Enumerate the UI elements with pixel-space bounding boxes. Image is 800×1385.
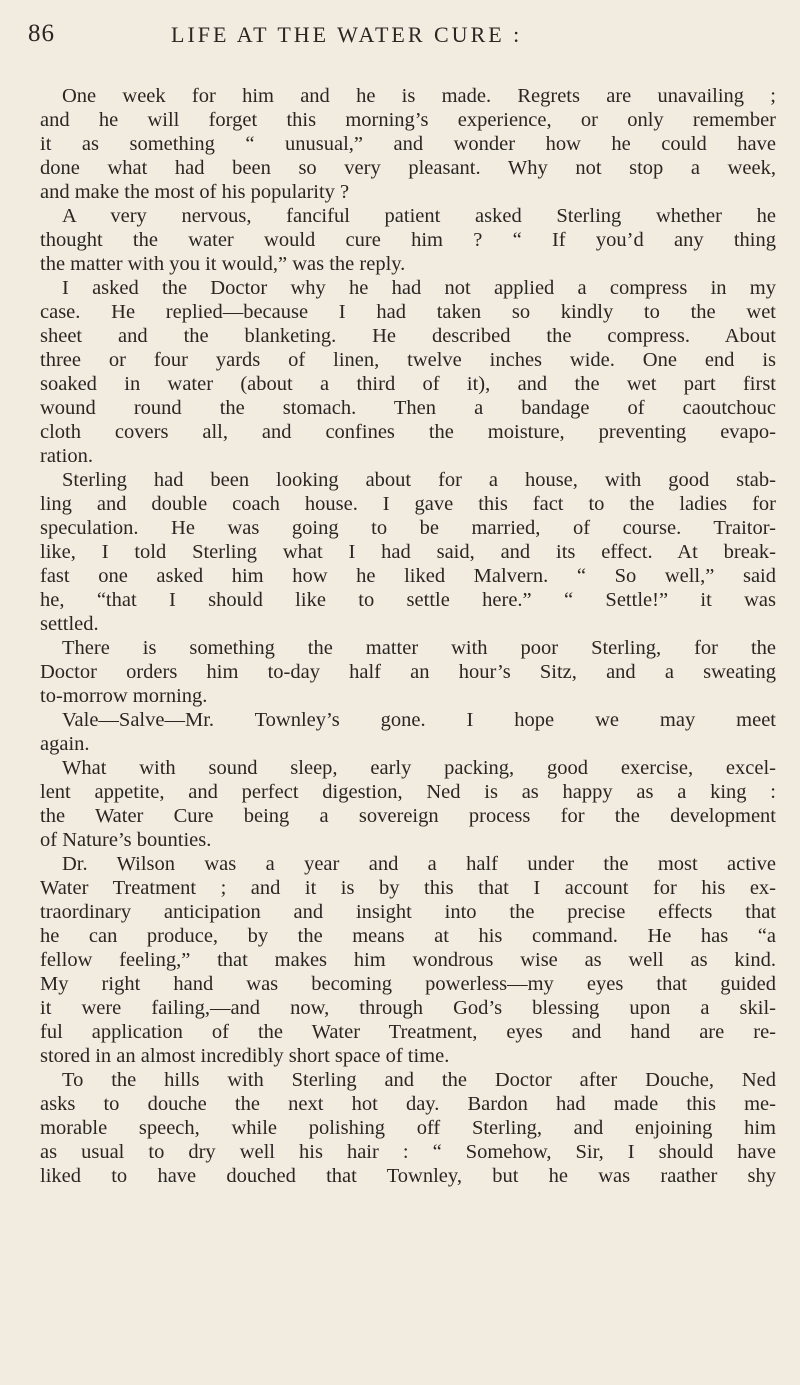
- text-line: Vale—Salve—Mr. Townley’s gone. I hope we may meet: [62, 709, 776, 731]
- text-line: fellow feeling,” that makes him wondrous wise as well as kind.: [40, 949, 776, 971]
- text-line: My right hand was becoming powerless—my eyes that guided: [40, 973, 776, 995]
- text-line: A very nervous, fanciful patient asked Sterling whether he: [62, 205, 776, 227]
- text-line: to-morrow morning.: [40, 685, 208, 707]
- text-line: ful application of the Water Treatment, eyes and hand are re-: [40, 1021, 776, 1043]
- text-line: settled.: [40, 613, 99, 635]
- text-line: it as something “ unusual,” and wonder how he could have: [40, 133, 776, 155]
- text-line: Water Treatment ; and it is by this that I account for his ex-: [40, 877, 776, 899]
- text-line: of Nature’s bounties.: [40, 829, 212, 851]
- text-line: There is something the matter with poor Sterling, for the: [62, 637, 776, 659]
- text-line: Sterling had been looking about for a house, with good stab-: [62, 469, 776, 491]
- text-line: liked to have douched that Townley, but he was raather shy: [40, 1165, 776, 1187]
- text-line: three or four yards of linen, twelve inches wide. One end is: [40, 349, 776, 371]
- text-line: the Water Cure being a sovereign process for the development: [40, 805, 776, 827]
- text-line: morable speech, while polishing off Sterling, and enjoining him: [40, 1117, 776, 1139]
- text-line: as usual to dry well his hair : “ Somehow, Sir, I should have: [40, 1141, 776, 1163]
- text-line: again.: [40, 733, 90, 755]
- text-line: he can produce, by the means at his command. He has “a: [40, 925, 776, 947]
- text-line: sheet and the blanketing. He described the compress. About: [40, 325, 776, 347]
- text-line: Dr. Wilson was a year and a half under the most active: [62, 853, 776, 875]
- text-line: and he will forget this morning’s experience, or only remember: [40, 109, 776, 131]
- text-line: To the hills with Sterling and the Doctor after Douche, Ned: [62, 1069, 776, 1091]
- text-line: case. He replied—because I had taken so kindly to the wet: [40, 301, 776, 323]
- text-line: stored in an almost incredibly short space of time.: [40, 1045, 450, 1067]
- text-line: I asked the Doctor why he had not applied a compress in my: [62, 277, 776, 299]
- text-line: wound round the stomach. Then a bandage of caoutchouc: [40, 397, 776, 419]
- text-line: he, “that I should like to settle here.” “ Settle!” it was: [40, 589, 776, 611]
- page-number: 86: [28, 20, 55, 47]
- text-line: the matter with you it would,” was the reply.: [40, 253, 406, 275]
- text-line: done what had been so very pleasant. Why not stop a week,: [40, 157, 776, 179]
- text-line: soaked in water (about a third of it), and the wet part first: [40, 373, 776, 395]
- text-line: traordinary anticipation and insight into the precise effects that: [40, 901, 776, 923]
- text-line: asks to douche the next hot day. Bardon had made this me-: [40, 1093, 776, 1115]
- body-text: [40, 84, 776, 1188]
- text-line: like, I told Sterling what I had said, and its effect. At break-: [40, 541, 776, 563]
- text-line: and make the most of his popularity ?: [40, 181, 350, 203]
- text-line: speculation. He was going to be married, of course. Traitor-: [40, 517, 776, 539]
- text-line: Doctor orders him to-day half an hour’s Sitz, and a sweating: [40, 661, 776, 683]
- text-line: ration.: [40, 445, 93, 467]
- text-line: lent appetite, and perfect digestion, Ned is as happy as a king :: [40, 781, 776, 803]
- text-line: cloth covers all, and confines the moisture, preventing evapo-: [40, 421, 776, 443]
- text-line: ling and double coach house. I gave this fact to the ladies for: [40, 493, 776, 515]
- text-line: What with sound sleep, early packing, good exercise, excel-: [62, 757, 776, 779]
- text-line: fast one asked him how he liked Malvern. “ So well,” said: [40, 565, 776, 587]
- text-line: thought the water would cure him ? “ If you’d any thing: [40, 229, 776, 251]
- text-line: One week for him and he is made. Regrets are unavailing ;: [62, 85, 776, 107]
- running-head: LIFE AT THE WATER CURE :: [171, 22, 523, 47]
- page-header: [28, 20, 760, 60]
- text-line: it were failing,—and now, through God’s blessing upon a skil-: [40, 997, 776, 1019]
